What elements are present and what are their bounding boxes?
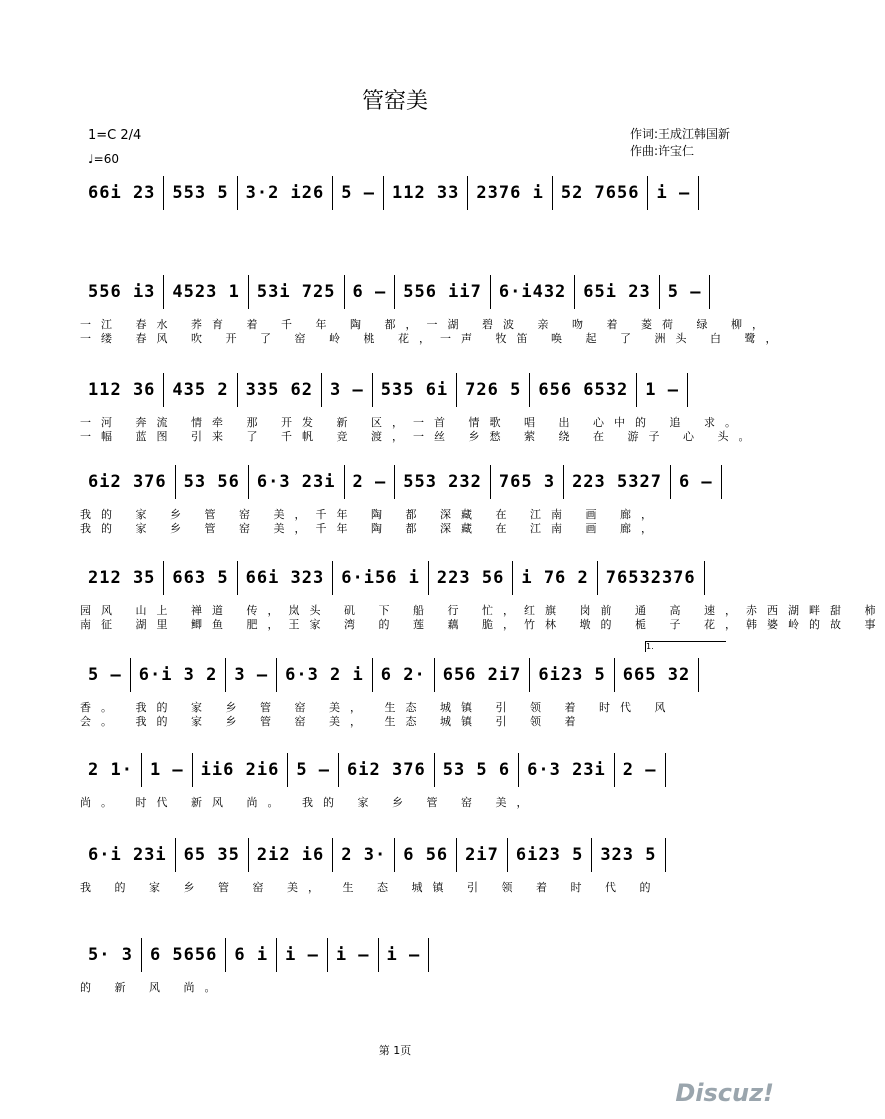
lyric-line: 我的 家 乡 管 窑 美，千年 陶 都 深藏 在 江南 画 廊， [80, 522, 662, 535]
measure: 6·3 23i [519, 753, 615, 787]
score-line [0, 835, 790, 945]
measure: 66i 23 [80, 176, 164, 210]
measure: ii6 2i6 [193, 753, 289, 787]
note-row [80, 462, 730, 502]
measure: 535 6i [373, 373, 457, 407]
measure: 2 1· [80, 753, 142, 787]
measure: i 76 2 [513, 561, 597, 595]
measure: 1 – [637, 373, 688, 407]
note-row [80, 558, 730, 598]
measure: 65i 23 [575, 275, 659, 309]
lyric-line: 一缕 春风 吹 开 了 窑 岭 桃 花，一声 牧笛 唤 起 了 洲头 白 鹭， [80, 332, 787, 345]
lyric-line: 的 新 风 尚。 [80, 981, 226, 994]
measure: 656 2i7 [435, 658, 531, 692]
measure: 323 5 [592, 838, 665, 872]
measure: i – [379, 938, 430, 972]
note-row [80, 935, 730, 975]
credits [630, 126, 730, 160]
measure: 6i2 376 [339, 753, 435, 787]
lyric-line: 会。 我的 家 乡 管 窑 美， 生态 城镇 引 领 着 [80, 715, 586, 728]
measure: 112 33 [384, 176, 468, 210]
measure: 2 – [345, 465, 396, 499]
score-line [0, 935, 790, 1045]
page-number: 第 1页 [378, 1044, 412, 1057]
lyric-line: 园风 山上 禅道 传，岚头 矶 下 船 行 忙，红旗 岗前 通 高 速，赤西湖畔甜 柿 [80, 604, 885, 617]
measure: 52 7656 [553, 176, 649, 210]
measure: 76532376 [598, 561, 705, 595]
lyric-line: 一幅 蓝图 引来 了 千帆 竞 渡，一丝 乡愁 萦 绕 在 游子 心 头。 [80, 430, 760, 443]
measure: 6 56 [395, 838, 457, 872]
measure: 665 32 [615, 658, 699, 692]
note-row [80, 655, 730, 695]
measure: 663 5 [164, 561, 237, 595]
lyric-line: 尚。 时代 新风 尚。 我的 家 乡 管 窑 美， [80, 796, 538, 809]
lyric-line: 香。 我的 家 乡 管 窑 美， 生态 城镇 引 领 着 时代 风 [80, 701, 676, 714]
measure: 6i23 5 [530, 658, 614, 692]
measure: 53 5 6 [435, 753, 519, 787]
measure: 6 – [345, 275, 396, 309]
measure: 553 232 [395, 465, 491, 499]
measure: 435 2 [164, 373, 237, 407]
measure: 6·3 2 i [277, 658, 373, 692]
note-row [80, 370, 730, 410]
measure: 656 6532 [530, 373, 637, 407]
measure: 335 62 [238, 373, 322, 407]
measure: 66i 323 [238, 561, 334, 595]
measure: 112 36 [80, 373, 164, 407]
note-row [80, 835, 730, 875]
measure: 4523 1 [164, 275, 248, 309]
measure: 6·i 3 2 [131, 658, 227, 692]
measure: 6·i432 [491, 275, 575, 309]
measure: 5· 3 [80, 938, 142, 972]
lyric-line: 我 的 家 乡 管 窑 美， 生 态 城镇 引 领 着 时 代 的 [80, 881, 661, 894]
measure: 6 – [671, 465, 722, 499]
measure: 223 5327 [564, 465, 671, 499]
measure: 6 i [226, 938, 277, 972]
score-line [0, 462, 790, 572]
measure: 2 3· [333, 838, 395, 872]
measure: 223 56 [429, 561, 513, 595]
measure: 553 5 [164, 176, 237, 210]
measure: 5 – [288, 753, 339, 787]
measure: 3 – [322, 373, 373, 407]
measure: 6 2· [373, 658, 435, 692]
measure: 3 – [226, 658, 277, 692]
watermark-logo: Discuz! [675, 1079, 774, 1107]
measure: 5 – [80, 658, 131, 692]
measure: 2i2 i6 [249, 838, 333, 872]
key-signature: 1=C 2/4 [88, 128, 142, 143]
volta-bracket: 1. [645, 641, 726, 652]
note-row [80, 173, 730, 213]
measure: i – [648, 176, 699, 210]
measure: 6·i 23i [80, 838, 176, 872]
measure: 556 ii7 [395, 275, 491, 309]
measure: 6i23 5 [508, 838, 592, 872]
lyric-line: 我的 家 乡 管 窑 美，千年 陶 都 深藏 在 江南 画 廊， [80, 508, 662, 521]
measure: 726 5 [457, 373, 530, 407]
song-title: 管窑美 [361, 89, 428, 114]
measure: 53i 725 [249, 275, 345, 309]
measure: 5 – [660, 275, 711, 309]
measure: 1 – [142, 753, 193, 787]
score-line [0, 655, 790, 765]
tempo-mark: ♩=60 [88, 152, 119, 166]
measure: 65 35 [176, 838, 249, 872]
lyric-line: 南征 湖里 鲫鱼 肥，王家 湾 的 莲 藕 脆，竹林 墩的 栀 子 花，韩婆岭的故 事 [80, 618, 885, 631]
measure: 6·i56 i [333, 561, 429, 595]
composer: 作曲:许宝仁 [630, 144, 695, 158]
score-line [0, 173, 790, 283]
measure: 3·2 i26 [238, 176, 334, 210]
lyric-line: 一河 奔流 情牵 那 开发 新 区，一首 情歌 唱 出 心中的 追 求。 [80, 416, 746, 429]
measure: 556 i3 [80, 275, 164, 309]
note-row [80, 750, 730, 790]
note-row [80, 272, 730, 312]
measure: 53 56 [176, 465, 249, 499]
measure: 6i2 376 [80, 465, 176, 499]
measure: 6·3 23i [249, 465, 345, 499]
score-line [0, 272, 790, 382]
measure: 6 5656 [142, 938, 226, 972]
lyric-line: 一江 春水 荞育 着 千 年 陶 都，一湖 碧波 亲 吻 着 菱荷 绿 柳， [80, 318, 773, 331]
measure: 765 3 [491, 465, 564, 499]
measure: i – [328, 938, 379, 972]
measure: 2 – [615, 753, 666, 787]
measure: 5 – [333, 176, 384, 210]
measure: 212 35 [80, 561, 164, 595]
measure: 2i7 [457, 838, 508, 872]
lyricist: 作词:王成江韩国新 [630, 127, 731, 141]
measure: 2376 i [468, 176, 552, 210]
measure: i – [277, 938, 328, 972]
